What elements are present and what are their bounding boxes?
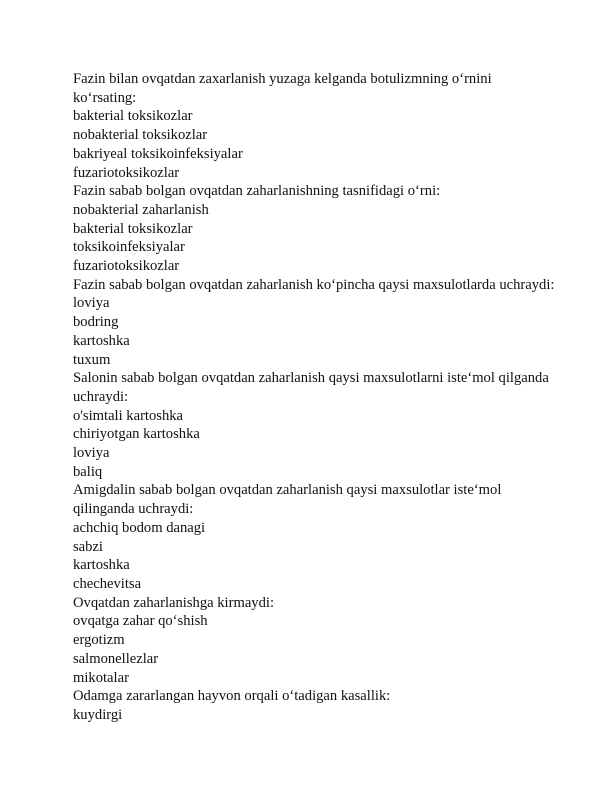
answer-option: bakriyeal toksikoinfeksiyalar	[73, 145, 243, 162]
answer-option: chechevitsa	[73, 575, 142, 592]
answer-option: tuxum	[73, 351, 111, 368]
answer-option: kartoshka	[73, 557, 130, 574]
answer-option: sabzi	[73, 538, 103, 555]
question-text: Fazin sabab bolgan ovqatdan zaharlanish ko‘pincha qaysi maxsulotlarda uchraydi:	[73, 276, 555, 293]
answer-option: salmonellezlar	[73, 650, 159, 667]
answer-option: nobakterial toksikozlar	[73, 127, 208, 144]
question-text: Fazin bilan ovqatdan zaxarlanish yuzaga kelganda botulizmning o‘rnini	[73, 71, 492, 87]
answer-option: bodring	[73, 314, 119, 331]
answer-option: kartoshka	[73, 332, 130, 349]
answer-option: baliq	[73, 463, 103, 480]
document-page	[73, 70, 573, 725]
answer-option: bakterial toksikozlar	[73, 220, 193, 237]
answer-option: achchiq bodom danagi	[73, 519, 206, 536]
answer-option: bakterial toksikozlar	[73, 108, 193, 125]
question-text: ko‘rsating:	[73, 89, 137, 106]
answer-option: nobakterial zaharlanish	[73, 201, 209, 218]
question-text: Ovqatdan zaharlanishga kirmaydi:	[73, 594, 274, 611]
question-text: Amigdalin sabab bolgan ovqatdan zaharlanish qaysi maxsulotlar iste‘mol	[73, 482, 502, 499]
answer-option: toksikoinfeksiyalar	[73, 239, 185, 256]
answer-option: ergotizm	[73, 632, 125, 649]
answer-option: mikotalar	[73, 669, 129, 686]
answer-option: ovqatga zahar qo‘shish	[73, 613, 208, 630]
answer-option: chiriyotgan kartoshka	[73, 426, 200, 443]
answer-option: kuydirgi	[73, 706, 123, 723]
answer-option: fuzariotoksikozlar	[73, 164, 180, 181]
answer-option: loviya	[73, 295, 110, 312]
question-text: uchraydi:	[73, 388, 129, 405]
question-text: qilinganda uchraydi:	[73, 501, 194, 518]
answer-option: fuzariotoksikozlar	[73, 258, 180, 275]
question-text: Fazin sabab bolgan ovqatdan zaharlanishning tasnifidagi o‘rni:	[73, 183, 441, 200]
question-text: Odamga zararlangan hayvon orqali o‘tadigan kasallik:	[73, 688, 391, 705]
answer-option: loviya	[73, 445, 110, 462]
answer-option: o'simtali kartoshka	[73, 407, 184, 424]
question-text: Salonin sabab bolgan ovqatdan zaharlanish qaysi maxsulotlarni iste‘mol qilganda	[73, 370, 549, 387]
